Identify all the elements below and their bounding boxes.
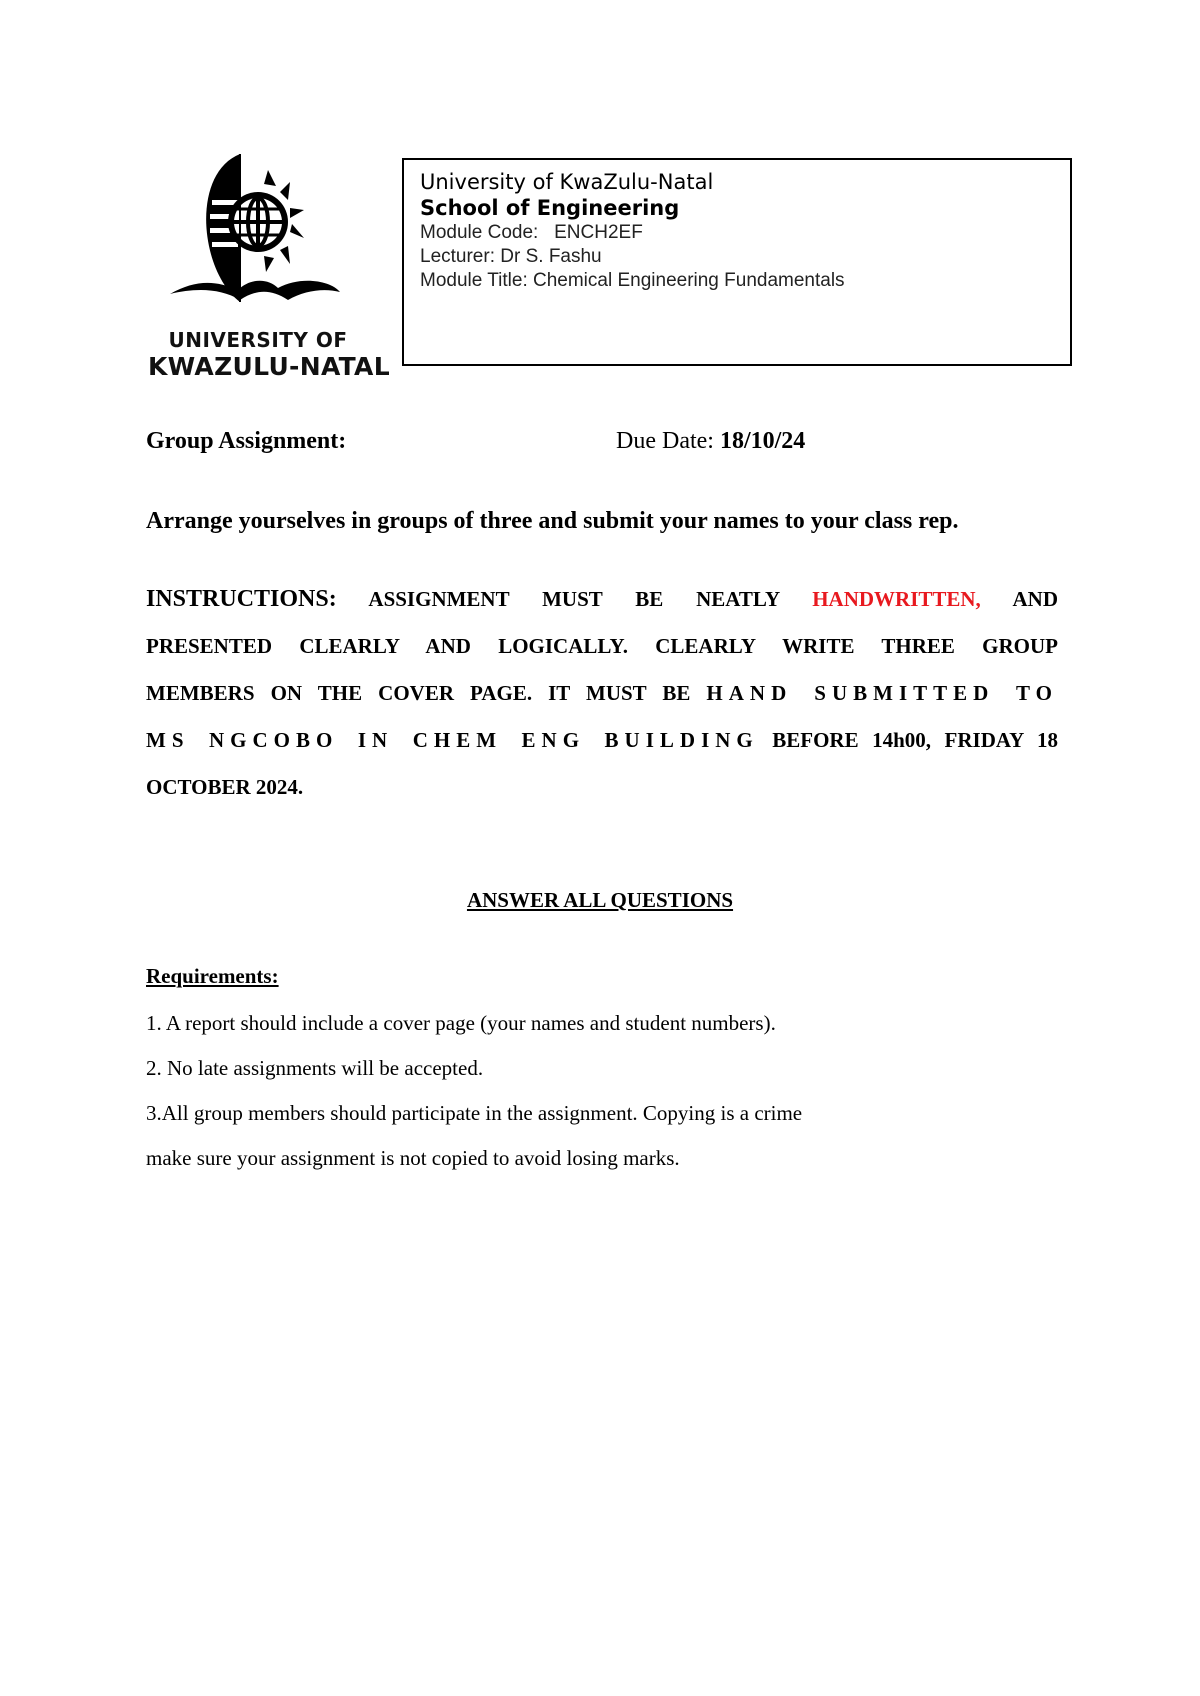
instructions-line-1	[146, 584, 1058, 614]
instructions-line-5: OCTOBER 2024.	[146, 775, 304, 799]
instructions-block	[146, 584, 1058, 819]
logo-wordmark-line2: KWAZULU-NATAL	[148, 352, 390, 381]
instructions-text: MEMBERS ON THE COVER PAGE. IT MUST BE	[146, 681, 707, 705]
module-code: Module Code: ENCH2EF	[420, 222, 643, 243]
due-date-value: 18/10/24	[719, 428, 806, 454]
due-date-label: Due Date:	[616, 428, 720, 454]
instructions-text: AND	[980, 587, 1059, 611]
instructions-line-3	[146, 678, 1058, 708]
instructions-text: BEFORE 14h00, FRIDAY 18	[758, 728, 1059, 752]
instructions-line-2: PRESENTED CLEARLY AND LOGICALLY. CLEARLY WRITE THREE GROUP	[146, 634, 1058, 658]
module-title: Module Title: Chemical Engineering Fundamentals	[420, 270, 845, 291]
university-name: University of KwaZulu-Natal	[420, 170, 714, 194]
list-item: make sure your assignment is not copied to avoid losing marks.	[146, 1146, 680, 1170]
logo-wordmark-line1: UNIVERSITY OF	[168, 328, 348, 352]
requirements-list	[146, 1008, 802, 1188]
instructions-text: HAND SUBMITTED TO	[706, 681, 1058, 705]
answer-all-heading: ANSWER ALL QUESTIONS	[466, 888, 734, 912]
school-name: School of Engineering	[420, 196, 680, 220]
lecturer: Lecturer: Dr S. Fashu	[420, 246, 602, 267]
arrange-groups-text: Arrange yourselves in groups of three and submit your names to your class rep.	[146, 508, 959, 534]
module-info-box	[402, 158, 1072, 366]
list-item: 2. No late assignments will be accepted.	[146, 1056, 484, 1080]
group-assignment-label: Group Assignment:	[146, 428, 347, 454]
instructions-text: MS NGCOBO IN CHEM ENG BUILDING	[146, 728, 759, 752]
instructions-text: ASSIGNMENT MUST BE NEATLY	[336, 587, 813, 611]
handwritten-highlight: HANDWRITTEN,	[812, 587, 981, 611]
requirements-title: Requirements:	[146, 964, 279, 988]
instructions-label: INSTRUCTIONS:	[146, 586, 337, 612]
due-date	[616, 428, 805, 455]
list-item: 1. A report should include a cover page (your names and student numbers).	[146, 1011, 776, 1035]
list-item: 3.All group members should participate in the assignment. Copying is a crime	[146, 1101, 803, 1125]
instructions-line-4	[146, 725, 1058, 755]
